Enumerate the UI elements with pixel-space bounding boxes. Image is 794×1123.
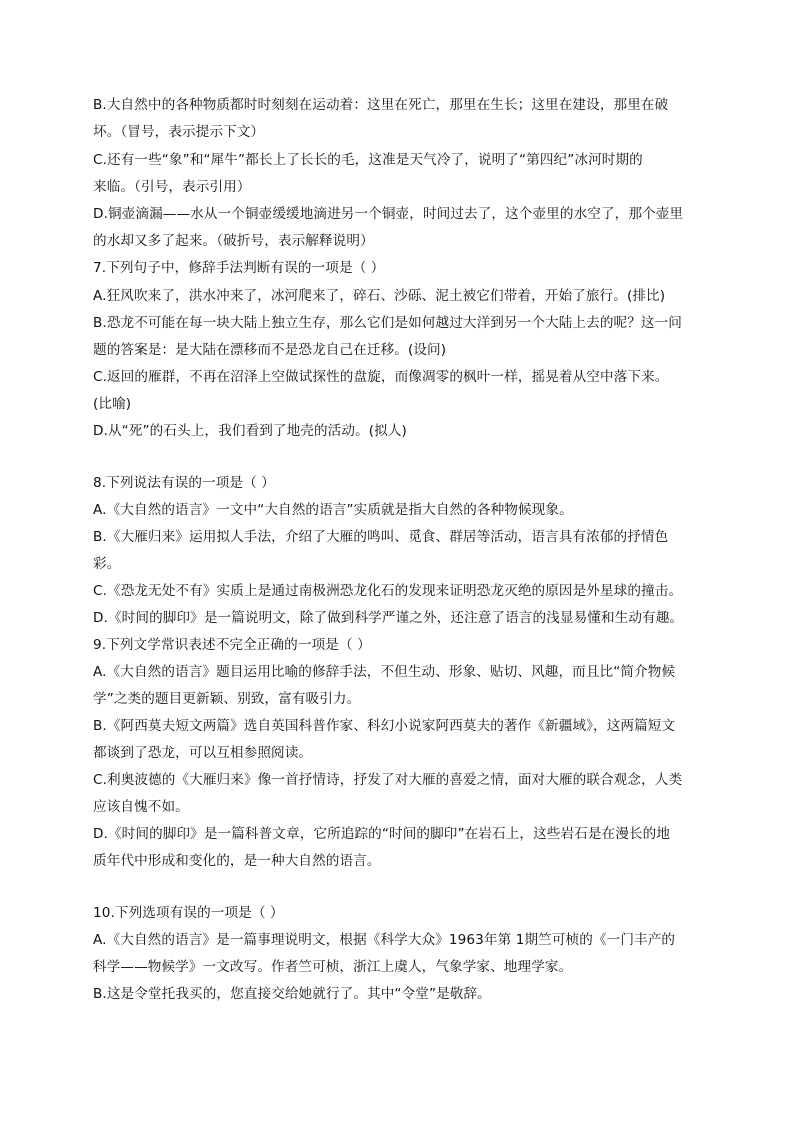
q7-option-c-line2: (比喻) — [93, 396, 132, 412]
q8-option-d: D.《时间的脚印》是一篇说明文，除了做到科学严谨之外，还注意了语言的浅显易懂和生动有趣。 — [93, 610, 684, 626]
q9-option-b-line1: B.《阿西莫夫短文两篇》选自英国科普作家、科幻小说家阿西莫夫的著作《新疆域》，这两篇短文 — [93, 718, 676, 734]
q9-option-c-line1: C.利奥波德的《大雁归来》像一首抒情诗，抒发了对大雁的喜爱之情，面对大雁的联合观念，人类 — [93, 772, 683, 788]
q7-option-d: D.从“死”的石头上，我们看到了地壳的活动。(拟人) — [93, 423, 407, 439]
q9-option-c-line2: 应该自愧不如。 — [93, 799, 189, 815]
q9-option-d-line2: 质年代中形成和变化的，是一种大自然的语言。 — [93, 853, 381, 869]
q8-option-b-line1: B.《大雁归来》运用拟人手法，介绍了大雁的鸣叫、觅食、群居等活动，语言具有浓郁的抒情色 — [93, 529, 669, 545]
q8-option-c: C.《恐龙无处不有》实质上是通过南极洲恐龙化石的发现来证明恐龙灭绝的原因是外星球的撞击。 — [93, 583, 683, 599]
q9-option-b-line2: 都谈到了恐龙，可以互相参照阅读。 — [93, 745, 313, 761]
q6-option-d-line1: D.铜壶滴漏——水从一个铜壶缓缓地滴进另一个铜壶，时间过去了，这个壶里的水空了，那个壶里 — [93, 206, 684, 222]
q7-stem: 7.下列句子中，修辞手法判断有误的一项是（ ） — [93, 260, 385, 276]
q9-option-a-line1: A.《大自然的语言》题目运用比喻的修辞手法，不但生动、形象、贴切、风趣，而且比“简介物候 — [93, 664, 676, 680]
q6-option-d-line2: 的水却又多了起来。（破折号，表示解释说明） — [93, 233, 374, 249]
q10-option-a-line2: 科学——物候学》一文改写。作者竺可桢，浙江上虞人，气象学家、地理学家。 — [93, 959, 573, 975]
q8-option-a: A.《大自然的语言》一文中“大自然的语言”实质就是指大自然的各种物候现象。 — [93, 502, 573, 518]
q10-option-a-line1: A.《大自然的语言》是一篇事理说明文，根据《科学大众》1963年第 1期竺可桢的《一门丰产的 — [93, 932, 676, 948]
q6-option-c-line2: 来临。（引号，表示引用） — [93, 179, 251, 195]
q8-stem: 8.下列说法有误的一项是（ ） — [93, 475, 275, 491]
q7-option-b-line1: B.恐龙不可能在每一块大陆上独立生存，那么它们是如何越过大洋到另一个大陆上去的呢？这一问 — [93, 315, 682, 331]
q10-option-b: B.这是令堂托我买的，您直接交给她就行了。其中“令堂”是敬辞。 — [93, 986, 491, 1002]
q9-option-a-line2: 学”之类的题目更新颖、别致，富有吸引力。 — [93, 691, 361, 707]
q7-option-b-line2: 题的答案是：是大陆在漂移而不是恐龙自己在迁移。(设问) — [93, 342, 447, 358]
q7-option-a: A.狂风吹来了，洪水冲来了，冰河爬来了，碎石、沙砾、泥土被它们带着，开始了旅行。(排比) — [93, 288, 666, 304]
q6-option-c-line1: C.还有一些“象”和“犀牛”都长上了长长的毛，这准是天气冷了，说明了“第四纪”冰河时期的 — [93, 152, 643, 168]
q7-option-c-line1: C.返回的雁群，不再在沼泽上空做试探性的盘旋，而像凋零的枫叶一样，摇晃着从空中落下来。 — [93, 369, 669, 385]
q10-stem: 10.下列选项有误的一项是（ ） — [93, 905, 284, 921]
q8-option-b-line2: 彩。 — [93, 556, 121, 572]
q9-option-d-line1: D.《时间的脚印》是一篇科普文章，它所追踪的“时间的脚印”在岩石上，这些岩石是在漫长的地 — [93, 826, 671, 842]
q6-option-b-line2: 坏。（冒号，表示提示下文） — [93, 124, 265, 140]
q6-option-b-line1: B.大自然中的各种物质都时时刻刻在运动着：这里在死亡，那里在生长；这里在建设，那里在破 — [93, 97, 669, 113]
q9-stem: 9.下列文学常识表述不完全正确的一项是（ ） — [93, 637, 371, 653]
